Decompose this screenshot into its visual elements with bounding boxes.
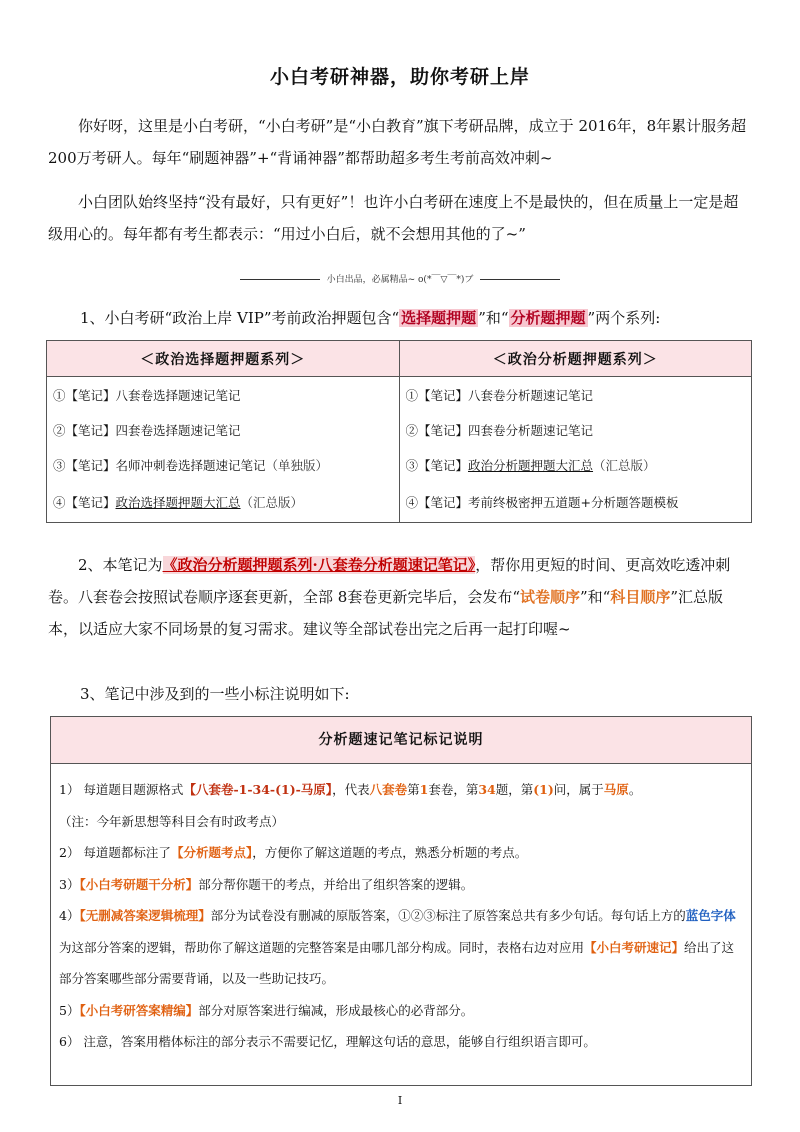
highlight-analysis: 分析题押题 xyxy=(510,309,586,327)
subject-order-label: 科目顺序 xyxy=(610,588,671,606)
legend-box-body xyxy=(51,764,751,1058)
left-item-4: ④【笔记】政治选择题押题大汇总（汇总版） xyxy=(47,482,400,523)
legend-line-6: 5）【小白考研答案精编】部分对原答案进行编减，形成最核心的必背部分。 xyxy=(59,1002,474,1018)
legend-line-5: 4）【无删减答案逻辑梳理】部分为试卷没有删减的原版答案，①②③标注了原答案总共有多少句话。每句话上方的蓝色字体为这部分答案的逻辑，帮助你了解这道题的完整答案是由哪几部分构成。同时，表格右边对应用【小白考研速记】给出了这部分答案哪些部分需要背诵，以及一些助记技巧。 xyxy=(59,908,736,986)
divider xyxy=(0,272,800,285)
divider-text: 小白出品，必属精品~ o(*￣▽￣*)ブ xyxy=(326,275,474,285)
intro-paragraph-1 xyxy=(48,110,748,174)
section-1-text-end: ”两个系列: xyxy=(587,309,661,327)
right-item-1: ①【笔记】八套卷分析题速记笔记 xyxy=(399,377,752,413)
section-1-heading xyxy=(80,304,780,332)
exam-order-label: 试卷顺序 xyxy=(519,588,580,606)
section-1-text-mid: ”和“ xyxy=(478,309,509,327)
series-table xyxy=(46,340,752,523)
divider-line-right xyxy=(480,279,560,280)
notes-title-highlight: 《政治分析题押题系列·八套卷分析题速记笔记》 xyxy=(162,556,476,574)
section-1-text: 1、小白考研“政治上岸 VIP”考前政治押题包含“ xyxy=(80,309,400,327)
page-title: 小白考研神器，助你考研上岸 xyxy=(269,66,530,88)
link-analysis-summary[interactable]: 政治分析题押题大汇总 xyxy=(468,457,594,473)
intro-text-2: 小白团队始终坚持“没有最好，只有更好”！也许小白考研在速度上不是最快的，但在质量上一定是超级用心的。每年都有考生都表示：“用过小白后，就不会想用其他的了~” xyxy=(48,193,739,243)
legend-line-3: 2） 每道题都标注了【分析题考点】，方便你了解这道题的考点，熟悉分析题的考点。 xyxy=(59,845,528,860)
legend-box-title: 分析题速记笔记标记说明 xyxy=(51,717,751,764)
link-choice-summary[interactable]: 政治选择题押题大汇总 xyxy=(115,495,241,510)
legend-line-4: 3）【小白考研题干分析】部分帮你题干的考点，并给出了组织答案的逻辑。 xyxy=(59,876,474,892)
left-column-header: ＜政治选择题押题系列＞ xyxy=(47,341,400,377)
intro-paragraph-2 xyxy=(48,186,748,250)
divider-line-left xyxy=(240,279,320,280)
right-item-2: ②【笔记】四套卷分析题速记笔记 xyxy=(399,412,752,447)
left-item-2: ②【笔记】四套卷选择题速记笔记 xyxy=(47,412,400,447)
left-item-3: ③【笔记】名师冲刺卷选择题速记笔记（单独版） xyxy=(47,447,400,482)
section-3-heading: 3、笔记中涉及到的一些小标注说明如下: xyxy=(80,685,350,703)
left-item-1: ①【笔记】八套卷选择题速记笔记 xyxy=(47,377,400,413)
right-item-3: ③【笔记】政治分析题押题大汇总（汇总版） xyxy=(399,447,752,482)
legend-line-7: 6） 注意，答案用楷体标注的部分表示不需要记忆，理解这句话的意思，能够自行组织语言即可。 xyxy=(59,1034,596,1049)
right-item-4: ④【笔记】考前终极密押五道题+分析题答题模板 xyxy=(399,482,752,523)
intro-text-1: 你好呀，这里是小白考研，“小白考研”是“小白教育”旗下考研品牌，成立于 2016年，8年累计服务超 200万考研人。每年“刷题神器”+“背诵神器”都帮助超多考生考前高效冲刺~ xyxy=(48,117,747,167)
highlight-choice: 选择题押题 xyxy=(401,309,477,327)
right-column-header: ＜政治分析题押题系列＞ xyxy=(399,341,752,377)
legend-box xyxy=(50,716,752,1086)
section-2-paragraph: 2、本笔记为《政治分析题押题系列·八套卷分析题速记笔记》，帮你用更短的时间、更高效吃透冲刺卷。八套卷会按照试卷顺序逐套更新，全部 8套卷更新完毕后，会发布“试卷顺序”和“科目顺序”汇总版本，以适应大家不同场景的复习需求。建议等全部试卷出完之后再一起打印喔~ xyxy=(48,556,731,638)
legend-line-1: 1） 每道题目题源格式【八套卷-1-34-(1)-马原】，代表八套卷第1套卷，第34题，第(1)问，属于马原。 xyxy=(59,782,642,797)
page-number: I xyxy=(397,1094,403,1107)
legend-line-2: （注：今年新思想等科目会有时政考点） xyxy=(59,813,285,829)
